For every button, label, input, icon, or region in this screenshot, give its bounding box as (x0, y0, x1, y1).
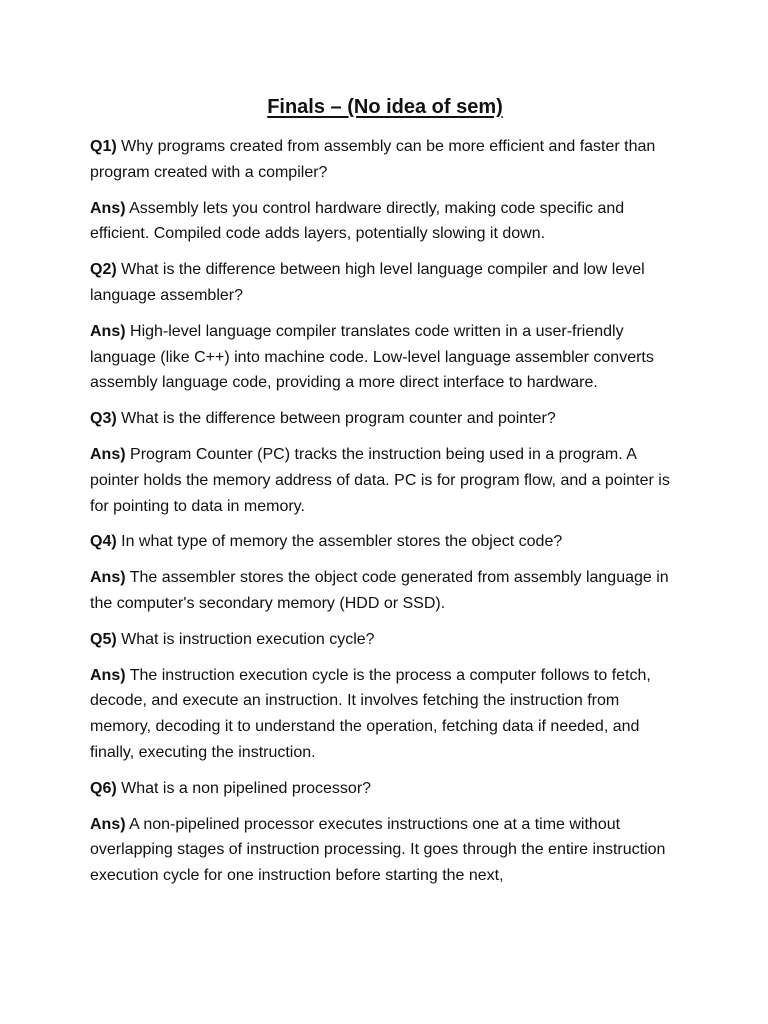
answer-3 (90, 442, 680, 519)
answer-label: Ans) (90, 199, 126, 217)
question-5 (90, 627, 680, 653)
answer-2 (90, 319, 680, 396)
question-text: What is the difference between program counter and pointer? (121, 410, 556, 428)
question-label: Q4) (90, 533, 117, 551)
answer-text: A non-pipelined processor executes instructions one at a time without overlapping stages of instruction processing. It goes through the entire instruction execution cycle for one instruction before starting the next, (90, 815, 666, 885)
answer-text: High-level language compiler translates code written in a user-friendly language (like C++) into machine code. Low-level language assembler converts assembly language code, providing a more direct interface to hardware. (90, 322, 654, 392)
question-4 (90, 529, 680, 555)
answer-label: Ans) (90, 815, 126, 833)
question-text: What is instruction execution cycle? (121, 630, 375, 648)
answer-6 (90, 812, 680, 889)
question-text: In what type of memory the assembler stores the object code? (121, 533, 563, 551)
answer-label: Ans) (90, 445, 126, 463)
answer-text: Program Counter (PC) tracks the instruction being used in a program. A pointer holds the memory address of data. PC is for program flow, and a pointer is for pointing to data in memory. (90, 445, 670, 515)
answer-text: The assembler stores the object code generated from assembly language in the computer's secondary memory (HDD or SSD). (90, 569, 669, 612)
question-3 (90, 406, 680, 432)
question-label: Q3) (90, 410, 117, 428)
question-6 (90, 776, 680, 802)
answer-label: Ans) (90, 569, 126, 587)
answer-label: Ans) (90, 322, 126, 340)
question-2 (90, 257, 680, 309)
answer-text: The instruction execution cycle is the process a computer follows to fetch, decode, and execute an instruction. It involves fetching the instruction from memory, decoding it to understand the operation, fetching data if needed, and finally, executing the instruction. (90, 666, 651, 761)
answer-1 (90, 196, 680, 248)
answer-5 (90, 663, 680, 766)
answer-4 (90, 565, 680, 617)
answer-text: Assembly lets you control hardware directly, making code specific and efficient. Compiled code adds layers, potentially slowing it down. (90, 199, 625, 243)
question-label: Q5) (90, 630, 117, 648)
question-1 (90, 134, 680, 186)
page-title: Finals – (No idea of sem) (267, 96, 503, 118)
question-text: What is a non pipelined processor? (121, 779, 372, 797)
question-text: Why programs created from assembly can be more efficient and faster than program created with a compiler? (90, 138, 656, 181)
question-text: What is the difference between high level language compiler and low level language assembler? (90, 261, 645, 304)
answer-label: Ans) (90, 666, 126, 684)
question-label: Q6) (90, 779, 117, 797)
question-label: Q1) (90, 138, 117, 155)
question-label: Q2) (90, 261, 117, 279)
